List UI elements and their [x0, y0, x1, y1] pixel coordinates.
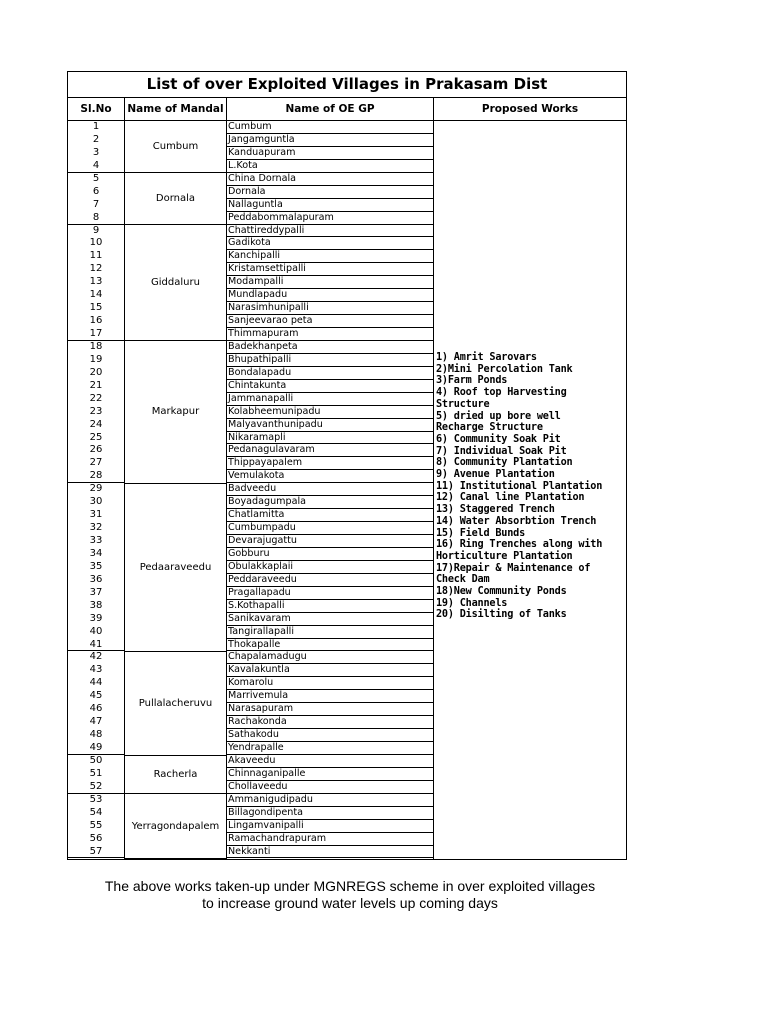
header-sl-no: Sl.No	[68, 98, 125, 120]
gp-name-cell: Nallaguntla	[227, 199, 433, 212]
sl-no-cell: 21	[89, 379, 103, 391]
sl-no-cell: 46	[89, 703, 103, 715]
sl-no-cell: 57	[68, 846, 124, 859]
sl-no-cell: 19	[89, 353, 103, 365]
gp-name-cell: Jangamguntla	[227, 134, 433, 147]
proposed-work-line: 2)Mini Percolation Tank	[436, 363, 573, 375]
sl-no-cell: 4	[68, 160, 124, 173]
gp-name-cell: Gadikota	[227, 237, 433, 250]
gp-name-cell: Akaveedu	[227, 755, 433, 768]
sl-no-cell: 1	[92, 121, 100, 132]
sl-no-cell: 29	[89, 483, 103, 495]
sl-no-cell: 6	[92, 185, 100, 197]
sl-no-cell: 48	[89, 729, 103, 741]
gp-name-cell: Bondalapadu	[227, 367, 433, 380]
sl-no-cell: 11	[89, 250, 103, 262]
sl-no-cell: 55	[89, 819, 103, 831]
proposed-work-line: 1) Amrit Sarovars	[436, 352, 537, 363]
sl-no-cell: 24	[89, 418, 103, 430]
gp-name-cell: Chapalamadugu	[227, 651, 433, 664]
gp-name-cell: S.Kothapalli	[227, 600, 433, 613]
proposed-work-line: Check Dam	[436, 574, 490, 586]
sl-no-cell: 31	[89, 509, 103, 521]
gp-name-cell: Gobburu	[227, 548, 433, 561]
mandal-cell: Yerragondapalem	[125, 794, 226, 859]
sl-no-cell: 7	[92, 198, 100, 210]
gp-name-cell: Sanikavaram	[227, 613, 433, 626]
header-gp: Name of OE GP	[227, 98, 434, 120]
footer-line-2: to increase ground water levels up coming days	[202, 895, 498, 911]
mandal-cell: Pedaaraveedu	[125, 484, 226, 652]
proposed-work-line: 6) Community Soak Pit	[436, 433, 561, 445]
mandal-cell: Giddaluru	[125, 225, 226, 342]
header-proposed-works: Proposed Works	[481, 103, 579, 115]
proposed-work-line: Structure	[436, 398, 490, 410]
sl-no-cell: 35	[89, 560, 103, 572]
sl-no-cell: 12	[89, 263, 103, 275]
mandal-column	[125, 121, 227, 859]
proposed-work-line: 9) Avenue Plantation	[436, 469, 555, 481]
gp-name-cell: Kristamsettipalli	[227, 263, 433, 276]
sl-no-cell: 36	[89, 573, 103, 585]
mandal-cell: Markapur	[125, 341, 226, 483]
gp-name-cell: Chatlamitta	[227, 509, 433, 522]
gp-name-cell: Badveedu	[227, 483, 433, 496]
sl-no-cell: 22	[89, 392, 103, 404]
gp-name-cell: Kolabheemunipadu	[227, 406, 433, 419]
gp-name-cell: Peddaraveedu	[227, 574, 433, 587]
sl-no-cell: 2	[92, 133, 100, 145]
sl-no-cell: 13	[89, 276, 103, 288]
proposed-work-line: Horticulture Plantation	[436, 550, 573, 562]
sl-no-cell: 26	[89, 444, 103, 456]
sl-no-cell: 42	[89, 651, 103, 663]
gp-name-cell: Malyavanthunipadu	[227, 419, 433, 432]
sl-no-cell: 30	[89, 496, 103, 508]
sl-no-cell: 56	[89, 832, 103, 844]
sl-no-cell: 15	[89, 302, 103, 314]
footer-note	[0, 878, 700, 912]
gp-name-cell: Thimmapuram	[227, 328, 433, 341]
sl-no-cell: 50	[89, 754, 103, 766]
sl-no-cell: 10	[89, 237, 103, 249]
mandal-cell: Cumbum	[125, 121, 226, 173]
gp-name-cell: Pragallapadu	[227, 587, 433, 600]
sl-no-cell: 14	[89, 289, 103, 301]
sl-no-cell: 44	[89, 677, 103, 689]
gp-name-cell: Ramachandrapuram	[227, 833, 433, 846]
sl-no-cell: 25	[89, 431, 103, 443]
sl-no-cell: 23	[89, 405, 103, 417]
gp-name-cell: Boyadagumpala	[227, 496, 433, 509]
gp-name-cell: Jammanapalli	[227, 393, 433, 406]
sl-no-cell: 5	[92, 172, 100, 184]
gp-name-cell: Chollaveedu	[227, 781, 433, 794]
mandal-cell: Dornala	[125, 173, 226, 225]
sl-no-cell: 16	[89, 315, 103, 327]
gp-name-cell: Narasapuram	[227, 703, 433, 716]
gp-name-cell: Kanchipalli	[227, 250, 433, 263]
sl-no-cell: 43	[89, 664, 103, 676]
gp-name-cell: Lingamvanipalli	[227, 820, 433, 833]
proposed-work-line: 15) Field Bunds	[436, 527, 526, 539]
gp-name-cell: Devarajugattu	[227, 535, 433, 548]
sl-no-cell: 8	[68, 212, 124, 225]
gp-name-cell: Kavalakuntla	[227, 664, 433, 677]
gp-name-cell: Thippayapalem	[227, 457, 433, 470]
gp-column	[227, 121, 434, 859]
proposed-work-line: 8) Community Plantation	[436, 457, 573, 469]
sl-no-column	[68, 121, 125, 859]
sl-no-cell: 20	[89, 366, 103, 378]
sl-no-cell: 18	[89, 340, 103, 352]
sl-no-cell: 49	[68, 742, 124, 755]
gp-name-cell: Bhupathipalli	[227, 354, 433, 367]
sl-no-cell: 34	[89, 547, 103, 559]
gp-name-cell: Sathakodu	[227, 729, 433, 742]
gp-name-cell: Nekkanti	[227, 846, 433, 859]
proposed-works-list	[436, 352, 626, 621]
gp-name-cell: Chinnaganipalle	[227, 768, 433, 781]
gp-name-cell: Cumbumpadu	[227, 522, 433, 535]
sl-no-cell: 54	[89, 806, 103, 818]
proposed-work-line: Recharge Structure	[436, 422, 543, 434]
proposed-work-line: 13) Staggered Trench	[436, 504, 555, 516]
header-mandal: Name of Mandal	[125, 98, 227, 120]
gp-name-cell: Cumbum	[227, 121, 433, 134]
mandal-cell: Racherla	[125, 756, 226, 795]
gp-name-cell: Dornala	[227, 186, 433, 199]
gp-name-cell: L.Kota	[227, 160, 433, 173]
gp-name-cell: Badekhanpeta	[227, 341, 433, 354]
gp-name-cell: Narasimhunipalli	[227, 302, 433, 315]
gp-name-cell: Nikaramapli	[227, 432, 433, 445]
gp-name-cell: Rachakonda	[227, 716, 433, 729]
sl-no-cell: 3	[92, 146, 100, 158]
proposed-work-line: 3)Farm Ponds	[436, 375, 508, 387]
gp-name-cell: Chattireddypalli	[227, 225, 433, 238]
gp-name-cell: Tangirallapalli	[227, 626, 433, 639]
gp-name-cell: Yendrapalle	[227, 742, 433, 755]
gp-name-cell: Sanjeevarao peta	[227, 315, 433, 328]
proposed-work-line: 14) Water Absorbtion Trench	[436, 515, 597, 527]
sl-no-cell: 45	[89, 690, 103, 702]
proposed-work-line: 16) Ring Trenches along with	[436, 539, 603, 551]
sl-no-cell: 52	[68, 781, 124, 794]
gp-name-cell: Kanduapuram	[227, 147, 433, 160]
gp-name-cell: China Dornala	[227, 173, 433, 186]
gp-name-cell: Chintakunta	[227, 380, 433, 393]
table-title: List of over Exploited Villages in Prakasam Dist	[68, 72, 626, 98]
sl-no-cell: 41	[68, 639, 124, 652]
gp-name-cell: Peddabommalapuram	[227, 212, 433, 225]
proposed-work-line: 7) Individual Soak Pit	[436, 445, 567, 457]
footer-line-1: The above works taken-up under MGNREGS scheme in over exploited villages	[104, 878, 596, 894]
sl-no-cell: 32	[89, 522, 103, 534]
gp-name-cell: Vemulakota	[227, 470, 433, 483]
proposed-work-line: 18)New Community Ponds	[436, 586, 567, 598]
gp-name-cell: Mundlapadu	[227, 289, 433, 302]
sl-no-cell: 47	[89, 716, 103, 728]
gp-name-cell: Modampalli	[227, 276, 433, 289]
proposed-work-line: 17)Repair & Maintenance of	[436, 562, 591, 574]
proposed-work-line: 11) Institutional Plantation	[436, 480, 603, 492]
gp-name-cell: Komarolu	[227, 677, 433, 690]
mandal-cell: Pullalacheruvu	[125, 652, 226, 756]
sl-no-cell: 27	[89, 457, 103, 469]
sl-no-cell: 37	[89, 586, 103, 598]
gp-name-cell: Marrivemula	[227, 690, 433, 703]
sl-no-cell: 38	[89, 599, 103, 611]
sl-no-cell: 17	[68, 328, 124, 341]
proposed-work-line: 19) Channels	[436, 597, 508, 609]
proposed-work-line: 4) Roof top Harvesting	[436, 387, 567, 399]
sl-no-cell: 39	[89, 612, 103, 624]
sl-no-cell: 53	[89, 793, 103, 805]
sl-no-cell: 28	[68, 470, 124, 483]
sl-no-cell: 51	[89, 767, 103, 779]
gp-name-cell: Thokapalle	[227, 639, 433, 652]
sl-no-cell: 33	[89, 535, 103, 546]
gp-name-cell: Ammanigudipadu	[227, 794, 433, 807]
village-table	[67, 71, 627, 860]
proposed-work-line: 20) Disilting of Tanks	[436, 609, 567, 621]
gp-name-cell: Obulakkaplaii	[227, 561, 433, 574]
proposed-work-line: 12) Canal line Plantation	[436, 492, 585, 504]
gp-name-cell: Pedanagulavaram	[227, 444, 433, 457]
gp-name-cell: Billagondipenta	[227, 807, 433, 820]
sl-no-cell: 9	[92, 224, 100, 236]
proposed-work-line: 5) dried up bore well	[436, 410, 561, 422]
sl-no-cell: 40	[89, 625, 103, 637]
